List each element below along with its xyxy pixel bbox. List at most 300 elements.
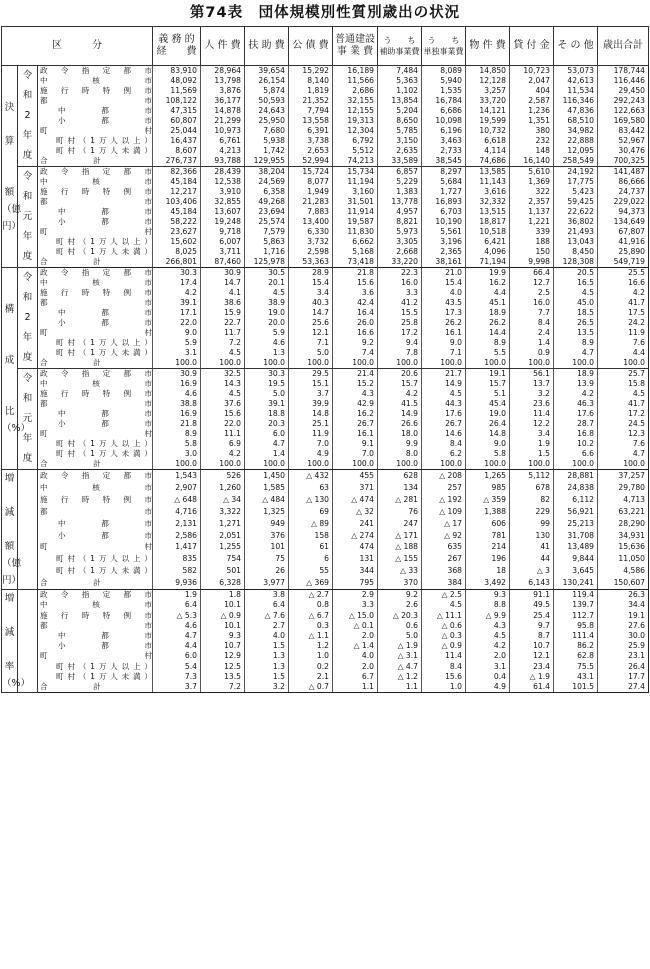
table-cell: 1,255 [201,541,245,553]
table-cell: 2.5 [510,288,554,298]
table-row [2,553,649,565]
table-cell: 16.2 [466,278,510,288]
table-cell: 112.7 [554,610,598,620]
table-cell: 15.8 [598,379,649,389]
table-cell: 25,574 [245,217,289,227]
table-cell: 1.2 [289,641,333,651]
table-cell: 4.1 [201,288,245,298]
table-cell: 5.8 [466,449,510,459]
table-cell: 14.7 [201,278,245,288]
column-header: 公 債 費 [289,27,333,66]
table-cell: 19.0 [466,409,510,419]
table-cell: △ 0.6 [422,621,466,631]
table-cell: 985 [466,482,510,494]
table-cell: 7,680 [245,126,289,136]
table-cell: 5.1 [466,389,510,399]
table-cell: 42.9 [333,399,378,409]
table-cell: 17.3 [422,308,466,318]
table-cell: 34,982 [554,126,598,136]
table-cell: 13,489 [554,541,598,553]
table-cell: 76 [378,506,422,518]
table-cell: 25,890 [598,247,649,257]
table-cell: 8.0 [378,449,422,459]
row-label: 小 都 市 [38,529,153,541]
table-cell: 14.7 [289,308,333,318]
table-cell: 18.9 [554,369,598,380]
table-cell: 100.0 [153,459,201,470]
table-cell: 52,967 [598,136,649,146]
table-row [2,610,649,620]
table-cell: 2,051 [201,529,245,541]
row-label: 政 令 指 定 都 市 [38,167,153,178]
table-cell: 14.9 [422,379,466,389]
table-cell: 14.9 [378,409,422,419]
table-cell: 9,718 [201,227,245,237]
table-cell: 2,733 [422,146,466,156]
table-cell: 22.0 [201,419,245,429]
table-row [2,156,649,167]
table-cell: 66.4 [510,268,554,279]
table-cell: 36,802 [554,217,598,227]
table-cell: 1,369 [510,177,554,187]
table-cell: 125,978 [245,257,289,268]
table-cell: 1.5 [245,641,289,651]
table-cell: 32.5 [201,369,245,380]
table-cell: 635 [422,541,466,553]
row-label: 町村（1万人以上） [38,136,153,146]
table-cell: 16.9 [153,409,201,419]
table-cell: 3,711 [201,247,245,257]
table-cell: 1,742 [245,146,289,156]
row-label: 合 計 [38,682,153,693]
table-row [2,217,649,227]
table-cell: 5,204 [378,106,422,116]
table-cell: 404 [510,86,554,96]
table-cell: 501 [201,565,245,577]
table-cell: 3.2 [510,389,554,399]
table-cell: 4.6 [245,338,289,348]
table-cell: 16.1 [422,328,466,338]
table-cell: 1.1 [333,682,378,693]
table-cell: 781 [466,529,510,541]
row-label: 小 都 市 [38,641,153,651]
table-cell: 1,388 [466,506,510,518]
table-cell: 2.0 [333,661,378,671]
row-label: 中 都 市 [38,207,153,217]
table-row [2,348,649,358]
table-row [2,369,649,380]
table-cell: 16.5 [554,278,598,288]
table-row [2,494,649,506]
table-cell: 247 [378,518,422,530]
table-cell: 49.5 [510,600,554,610]
year-label: 令 和 元 年 度 [18,369,38,470]
table-cell: 1.3 [245,348,289,358]
table-cell: 42,613 [554,76,598,86]
table-cell: 22.7 [201,318,245,328]
table-row [2,268,649,279]
table-cell: △ 3.1 [378,651,422,661]
row-label: 都 市 [38,506,153,518]
table-cell: 116,446 [598,76,649,86]
table-row [2,197,649,207]
column-header: う ち 補助事業費 [378,27,422,66]
section-label: 増 減 率 （%） [2,590,18,693]
table-cell: 19,599 [466,116,510,126]
table-cell: 25,213 [554,518,598,530]
table-cell: 158 [289,529,333,541]
table-cell: 148 [510,146,554,156]
table-cell: 12.9 [201,651,245,661]
table-cell: 258,549 [554,156,598,167]
table-cell: 3,977 [245,577,289,590]
row-label: 中 都 市 [38,409,153,419]
table-cell: 3,463 [422,136,466,146]
table-cell: △ 369 [289,577,333,590]
table-cell: 101 [245,541,289,553]
table-cell: 13,043 [554,237,598,247]
table-cell: 26.4 [466,419,510,429]
row-label: 合 計 [38,358,153,369]
table-cell: 4.6 [153,621,201,631]
table-cell: 6.4 [245,600,289,610]
table-cell: 3,257 [466,86,510,96]
table-cell: 3,322 [201,506,245,518]
table-cell: 229,022 [598,197,649,207]
table-cell: 73,418 [333,257,378,268]
table-cell: 20.1 [245,278,289,288]
table-cell: 322 [510,187,554,197]
table-cell: 10.7 [510,641,554,651]
table-cell: 37.6 [201,399,245,409]
table-cell: 47,836 [554,106,598,116]
table-cell: △ 1.2 [378,672,422,682]
table-cell: 11.7 [201,328,245,338]
table-row [2,470,649,482]
table-cell: 8.4 [422,439,466,449]
table-cell: 34,931 [598,529,649,541]
table-cell: 129,955 [245,156,289,167]
table-cell: 2.7 [245,621,289,631]
table-cell: 19.9 [466,268,510,279]
table-cell: 2,668 [378,247,422,257]
table-cell: 17.7 [598,672,649,682]
row-label: 施 行 時 特 例 市 [38,187,153,197]
table-cell: 2,686 [333,86,378,96]
table-cell: 48,092 [153,76,201,86]
table-cell: 7,579 [245,227,289,237]
table-cell: 14.8 [289,409,333,419]
table-cell: 1.8 [201,590,245,601]
table-row [2,661,649,671]
table-cell: 4.5 [201,348,245,358]
table-cell: 4.5 [466,631,510,641]
table-cell: 150,607 [598,577,649,590]
table-cell: 41 [510,541,554,553]
table-cell: 100.0 [554,358,598,369]
table-row [2,66,649,77]
table-cell: 8,821 [378,217,422,227]
table-cell: 22.0 [153,318,201,328]
table-cell: 16.6 [598,278,649,288]
table-cell: 1,137 [510,207,554,217]
table-cell: 11,566 [333,76,378,86]
table-cell: 15.6 [333,278,378,288]
table-cell: 100.0 [245,459,289,470]
row-label: 町村（1万人未満） [38,247,153,257]
table-cell: 100.0 [598,358,649,369]
table-cell: 17.1 [153,308,201,318]
table-cell: △ 109 [422,506,466,518]
table-cell: 83,442 [598,126,649,136]
table-cell: 83,910 [153,66,201,77]
table-row [2,672,649,682]
table-cell: 4,713 [598,494,649,506]
table-cell: 5,112 [510,470,554,482]
table-cell: 12.1 [289,328,333,338]
table-cell: 11,194 [333,177,378,187]
table-cell: △ 7.6 [245,610,289,620]
table-cell: 15.9 [201,308,245,318]
table-cell: 38,161 [422,257,466,268]
table-cell: 8,140 [289,76,333,86]
table-cell: 4.2 [554,389,598,399]
table-cell: 67,807 [598,227,649,237]
table-cell: 229 [510,506,554,518]
table-cell: 75 [245,553,289,565]
table-cell: 43.5 [422,298,466,308]
table-cell: 26,154 [245,76,289,86]
table-cell: 100.0 [333,459,378,470]
table-cell: 1,543 [153,470,201,482]
table-cell: 28.9 [289,268,333,279]
table-cell: 6,703 [422,207,466,217]
table-cell: 25.4 [510,610,554,620]
table-cell: 5,684 [422,177,466,187]
table-cell: 3.2 [245,682,289,693]
table-cell: 9.0 [466,439,510,449]
row-label: 中 核 市 [38,278,153,288]
table-row [2,298,649,308]
table-cell: 119.4 [554,590,598,601]
table-cell: 30.3 [153,268,201,279]
table-row [2,358,649,369]
table-cell: 3,645 [554,565,598,577]
table-cell: 100.0 [378,358,422,369]
table-cell: 26.2 [422,318,466,328]
table-row [2,86,649,96]
table-cell: 3.6 [333,288,378,298]
table-cell: △ 474 [333,494,378,506]
table-cell: 10,098 [422,116,466,126]
table-cell: △ 0.1 [333,621,378,631]
table-cell: 19.5 [245,379,289,389]
table-cell: 16,140 [510,156,554,167]
table-cell: 9.9 [378,439,422,449]
row-label: 町村（1万人未満） [38,348,153,358]
table-row [2,439,649,449]
table-cell: 582 [153,565,201,577]
table-cell: 16.2 [333,409,378,419]
table-cell: 10.2 [554,439,598,449]
table-cell: 4.5 [245,288,289,298]
table-cell: 38.6 [201,298,245,308]
table-cell: 28,439 [201,167,245,178]
table-cell: 25,950 [245,116,289,126]
table-cell: 16,189 [333,66,378,77]
table-cell: 26.7 [422,419,466,429]
table-cell: 99 [510,518,554,530]
table-cell: 9.3 [466,590,510,601]
table-cell: 2.1 [289,672,333,682]
table-row [2,409,649,419]
row-label: 施 行 時 特 例 市 [38,610,153,620]
table-cell: 15,602 [153,237,201,247]
table-cell: 6,662 [333,237,378,247]
row-label: 町 村 [38,126,153,136]
table-cell: 7.4 [333,348,378,358]
row-label: 町村（1万人以上） [38,237,153,247]
table-cell: 6,143 [510,577,554,590]
table-cell: △ 0.3 [422,631,466,641]
table-cell: 6,792 [333,136,378,146]
table-row [2,257,649,268]
table-cell: 21,493 [554,227,598,237]
table-cell: 10.1 [201,621,245,631]
table-cell: 32,332 [466,197,510,207]
table-cell: 11.9 [598,328,649,338]
table-row [2,136,649,146]
table-cell: 4.5 [201,389,245,399]
row-label: 政 令 指 定 都 市 [38,66,153,77]
table-cell: 16,893 [422,197,466,207]
table-cell: 25.5 [598,268,649,279]
table-cell: 74,213 [333,156,378,167]
table-cell: 12,304 [333,126,378,136]
table-cell: 25.6 [289,318,333,328]
year-label: 令 和 2 年 度 [18,268,38,369]
table-cell: △ 2.5 [422,590,466,601]
table-cell: 8.8 [466,600,510,610]
table-cell: 23.1 [598,651,649,661]
table-cell: 4.5 [554,288,598,298]
table-cell: 15.6 [422,672,466,682]
table-cell: 28,290 [598,518,649,530]
table-cell: 700,325 [598,156,649,167]
table-cell: 4.9 [289,449,333,459]
table-cell: 28,881 [554,470,598,482]
table-cell: 6,761 [201,136,245,146]
table-cell: △ 9.9 [466,610,510,620]
row-label: 中 核 市 [38,177,153,187]
table-cell: 19,587 [333,217,378,227]
table-cell: △ 171 [378,529,422,541]
table-cell: 4.6 [153,389,201,399]
table-cell: 11.9 [289,429,333,439]
table-cell: 4.2 [378,389,422,399]
table-cell: 8,650 [378,116,422,126]
table-cell: 15.4 [422,278,466,288]
table-cell: 5.0 [245,389,289,399]
table-cell: 15.7 [466,379,510,389]
table-cell: 0.9 [510,348,554,358]
table-cell: 16.0 [378,278,422,288]
row-label: 小 都 市 [38,116,153,126]
table-row [2,651,649,661]
table-cell: 19.0 [245,308,289,318]
table-cell: 141,487 [598,167,649,178]
table-cell: 13,515 [466,207,510,217]
table-cell: 100.0 [153,358,201,369]
table-cell: 2.4 [510,328,554,338]
table-cell: 4.2 [201,449,245,459]
table-cell: 11,914 [333,207,378,217]
table-cell: 8,089 [422,66,466,77]
table-cell: 91.1 [510,590,554,601]
table-cell: 10.1 [201,600,245,610]
table-cell: 4.2 [466,641,510,651]
table-cell: 100.0 [510,358,554,369]
table-cell: 9.7 [510,621,554,631]
expenditure-table [1,26,649,693]
table-cell: 2.9 [333,590,378,601]
table-cell: 25.9 [598,641,649,651]
table-cell: 1,383 [378,187,422,197]
row-label: 町 村 [38,227,153,237]
table-cell: 56,921 [554,506,598,518]
table-cell: 100.0 [554,459,598,470]
table-row [2,399,649,409]
table-cell: 55 [289,565,333,577]
table-cell: 63 [289,482,333,494]
table-cell: 9,844 [554,553,598,565]
row-label: 施 行 時 特 例 市 [38,494,153,506]
table-cell: 3,876 [201,86,245,96]
table-cell: 1.4 [510,338,554,348]
table-cell: 18.8 [245,409,289,419]
table-cell: △ 3 [510,565,554,577]
column-header: 扶 助 費 [245,27,289,66]
table-cell: 100.0 [333,358,378,369]
table-cell: 41.2 [378,298,422,308]
table-cell: 12.3 [598,429,649,439]
table-cell: 8.9 [153,429,201,439]
table-cell: 31,501 [333,197,378,207]
table-cell: 1,260 [201,482,245,494]
table-cell: 8,607 [153,146,201,156]
table-cell: 23,694 [245,207,289,217]
table-cell: 45.0 [554,298,598,308]
table-cell: 12,095 [554,146,598,156]
row-label: 都 市 [38,399,153,409]
table-cell: 13,400 [289,217,333,227]
table-cell: △ 32 [333,506,378,518]
table-cell: 39.9 [289,399,333,409]
table-cell: 75.5 [554,661,598,671]
table-cell: 23,627 [153,227,201,237]
table-cell: 16.0 [510,298,554,308]
table-cell: 100.0 [422,358,466,369]
table-cell: △ 5.3 [153,610,201,620]
row-label: 中 核 市 [38,600,153,610]
table-cell: 71,194 [466,257,510,268]
table-cell: 82,366 [153,167,201,178]
table-cell: 5,561 [422,227,466,237]
table-cell: 5,423 [554,187,598,197]
table-cell: 62.8 [554,651,598,661]
table-cell: 14.4 [466,328,510,338]
table-cell: 2,587 [510,96,554,106]
